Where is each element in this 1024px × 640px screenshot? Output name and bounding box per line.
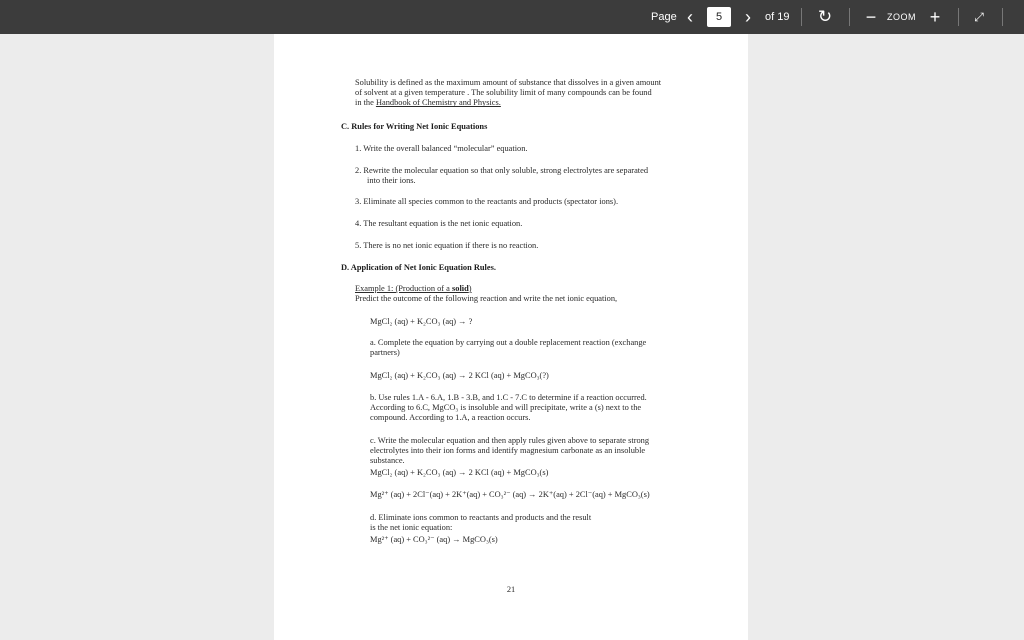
toolbar-divider: [849, 8, 850, 26]
page-number-input[interactable]: [707, 7, 731, 27]
rule-5: 5. There is no net ionic equation if there is no reaction.: [355, 241, 539, 250]
intro-line: of solvent at a given temperature . The solubility limit of many compounds can be found: [355, 88, 652, 98]
rule-2: 2. Rewrite the molecular equation so that only soluble, strong electrolytes are separated: [355, 166, 649, 175]
equation-net-ionic: Mg²⁺ (aq) + CO₃²⁻ (aq) → MgCO₃(s): [370, 535, 498, 544]
step-d-line: d. Eliminate ions common to reactants and products and the result: [370, 513, 592, 522]
step-c-line: substance.: [370, 456, 405, 466]
step-c-line: c. Write the molecular equation and then apply rules given above to separate strong: [370, 436, 650, 445]
step-d-line: is the net ionic equation:: [370, 523, 453, 533]
intro-paragraph: [355, 78, 661, 109]
step-c-line: electrolytes into their ion forms and identify magnesium carbonate as an insoluble: [370, 446, 646, 456]
toolbar-divider: [801, 8, 802, 26]
rule-1: 1. Write the overall balanced “molecular” equation.: [355, 144, 528, 153]
intro-line-start: in the: [355, 98, 376, 108]
equation-initial: MgCl₂ (aq) + K₂CO₃ (aq) → ?: [370, 317, 473, 326]
page-label: Page: [651, 11, 677, 23]
step-a-line: partners): [370, 348, 400, 358]
page-number: 21: [506, 585, 516, 594]
step-b-line: compound. According to 1.A, a reaction occurs.: [370, 413, 531, 423]
step-b-line: According to 6.C, MgCO₃ is insoluble and will precipitate, write a (s) next to the: [370, 403, 642, 413]
expand-icon[interactable]: ⤢: [974, 10, 984, 24]
zoom-in-icon[interactable]: +: [929, 7, 941, 27]
document-page: [274, 34, 748, 640]
step-d: [370, 513, 591, 533]
step-b: [370, 393, 647, 424]
equation-complete: MgCl₂ (aq) + K₂CO₃ (aq) → 2 KCl (aq) + MgCO₃(?): [370, 371, 549, 380]
example-title-a: Example 1: (Production of a: [355, 284, 452, 293]
predict-instruction: Predict the outcome of the following reaction and write the net ionic equation,: [355, 294, 618, 303]
example-title-b: solid: [452, 284, 469, 293]
step-a: [370, 338, 646, 358]
rule-4: 4. The resultant equation is the net ionic equation.: [355, 219, 523, 228]
step-c: [370, 436, 649, 467]
intro-line: Solubility is defined as the maximum amount of substance that dissolves in a given amount: [355, 78, 662, 87]
step-b-line: b. Use rules 1.A - 6.A, 1.B - 3.B, and 1.C - 7.C to determine if a reaction occurred.: [370, 393, 647, 402]
example-title: [355, 284, 472, 294]
zoom-label: ZOOM: [887, 12, 916, 22]
toolbar-divider: [1002, 8, 1003, 26]
pdf-toolbar: [0, 0, 1024, 34]
rotate-icon[interactable]: ↻: [817, 7, 833, 26]
toolbar-divider: [958, 8, 959, 26]
section-c-title: C. Rules for Writing Net Ionic Equations: [341, 122, 488, 131]
prev-page-icon[interactable]: ‹: [687, 7, 693, 27]
total-pages-label: of 19: [765, 11, 790, 23]
intro-line: [355, 98, 661, 108]
step-a-line: a. Complete the equation by carrying out a double replacement reaction (exchange: [370, 338, 647, 347]
next-page-icon[interactable]: ›: [745, 7, 751, 27]
rule-3: 3. Eliminate all species common to the reactants and products (spectator ions).: [355, 197, 619, 206]
zoom-out-icon[interactable]: −: [865, 7, 877, 27]
handbook-reference: Handbook of Chemistry and Physics.: [375, 98, 501, 108]
equation-ionic: Mg²⁺ (aq) + 2Cl⁻(aq) + 2K⁺(aq) + CO₃²⁻ (aq) → 2K⁺(aq) + 2Cl⁻(aq) + MgCO₃(s): [370, 490, 650, 499]
example-title-c: ): [468, 284, 472, 293]
section-d-title: D. Application of Net Ionic Equation Rules.: [341, 263, 496, 272]
equation-molecular: MgCl₂ (aq) + K₂CO₃ (aq) → 2 KCl (aq) + MgCO₃(s): [370, 468, 549, 477]
rule-2-continued: into their ions.: [367, 176, 416, 185]
